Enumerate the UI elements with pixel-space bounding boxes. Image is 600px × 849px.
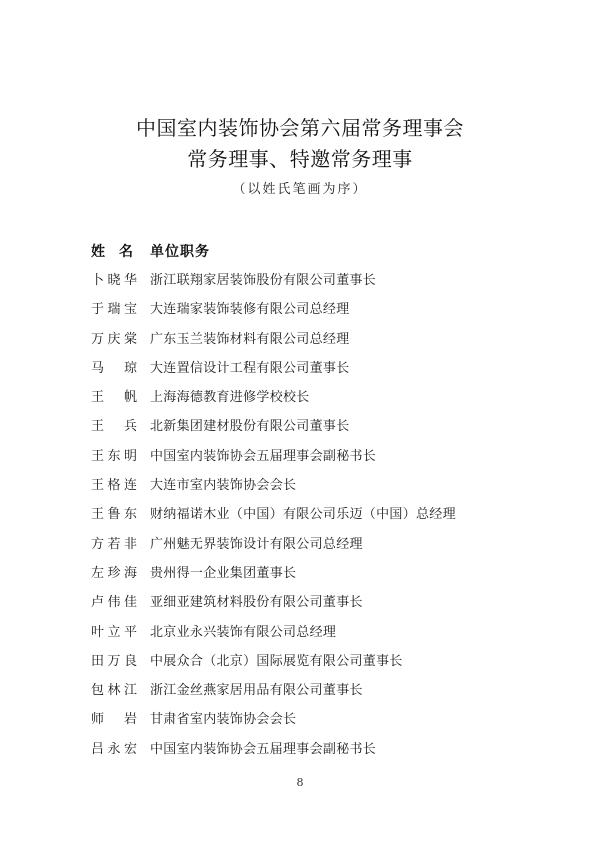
member-name: 于瑞宝 (91, 302, 137, 318)
member-unit: 亚细亚建筑材料股份有限公司董事长 (150, 595, 363, 611)
list-item (91, 471, 551, 500)
page-number: 8 (296, 776, 304, 789)
member-unit: 上海海德教育进修学校校长 (150, 390, 310, 406)
member-name: 包林江 (91, 683, 137, 699)
member-unit: 浙江联翔家居装饰股份有限公司董事长 (150, 273, 377, 288)
member-unit: 广州魅无界装饰设计有限公司总经理 (150, 536, 363, 552)
member-name: 师 岩 (91, 712, 137, 728)
list-item (91, 588, 551, 617)
member-unit: 广东玉兰装饰材料有限公司总经理 (150, 331, 350, 347)
member-unit: 北京业永兴装饰有限公司总经理 (150, 624, 337, 640)
member-unit: 大连瑞家装饰装修有限公司总经理 (150, 302, 350, 318)
member-unit: 北新集团建材股份有限公司董事长 (150, 419, 350, 435)
member-name: 王东明 (91, 448, 137, 464)
list-item (91, 618, 551, 647)
member-unit: 中展众合（北京）国际展览有限公司董事长 (150, 653, 403, 669)
member-name: 卜晓华 (91, 273, 137, 288)
header-unit: 单位职务 (150, 244, 210, 260)
member-unit: 大连置信设计工程有限公司董事长 (150, 360, 350, 376)
list-item (91, 354, 551, 383)
list-item (91, 559, 551, 588)
member-name: 马 琼 (91, 360, 137, 376)
member-unit: 财纳福诺木业（中国）有限公司乐迈（中国）总经理 (150, 507, 456, 523)
member-unit: 甘肃省室内装饰协会会长 (150, 712, 297, 728)
member-name: 万庆棠 (91, 331, 137, 347)
member-name: 王 帆 (91, 390, 137, 406)
member-name: 左珍海 (91, 565, 137, 581)
list-item (91, 412, 551, 441)
member-name: 叶立平 (91, 624, 137, 640)
member-name: 方若非 (91, 536, 137, 552)
member-unit: 中国室内装饰协会五届理事会副秘书长 (150, 448, 377, 464)
member-name: 王格连 (91, 478, 137, 494)
member-unit: 大连市室内装饰协会会长 (150, 478, 297, 494)
list-item (91, 735, 551, 764)
list-item (91, 647, 551, 676)
page-title: 中国室内装饰协会第六届常务理事会 (136, 116, 464, 140)
member-unit: 浙江金丝燕家居用品有限公司董事长 (150, 683, 363, 699)
member-unit: 中国室内装饰协会五届理事会副秘书长 (150, 741, 377, 757)
member-name: 卢伟佳 (91, 595, 137, 611)
member-name: 王 兵 (91, 419, 137, 435)
list-item (91, 442, 551, 471)
list-item (91, 530, 551, 559)
sort-order-note: （以姓氏笔画为序） (232, 182, 368, 197)
list-item (91, 705, 551, 734)
member-list (91, 266, 551, 764)
header-name: 姓名 (91, 244, 147, 260)
list-item (91, 266, 551, 295)
list-item (91, 295, 551, 324)
list-item (91, 383, 551, 412)
member-name: 田万良 (91, 653, 137, 669)
page-subtitle-heading: 常务理事、特邀常务理事 (187, 147, 413, 171)
member-unit: 贵州得一企业集团董事长 (150, 565, 297, 581)
list-item (91, 500, 551, 529)
member-name: 王鲁东 (91, 507, 137, 523)
member-name: 吕永宏 (91, 741, 137, 757)
list-item (91, 676, 551, 705)
list-item (91, 325, 551, 354)
